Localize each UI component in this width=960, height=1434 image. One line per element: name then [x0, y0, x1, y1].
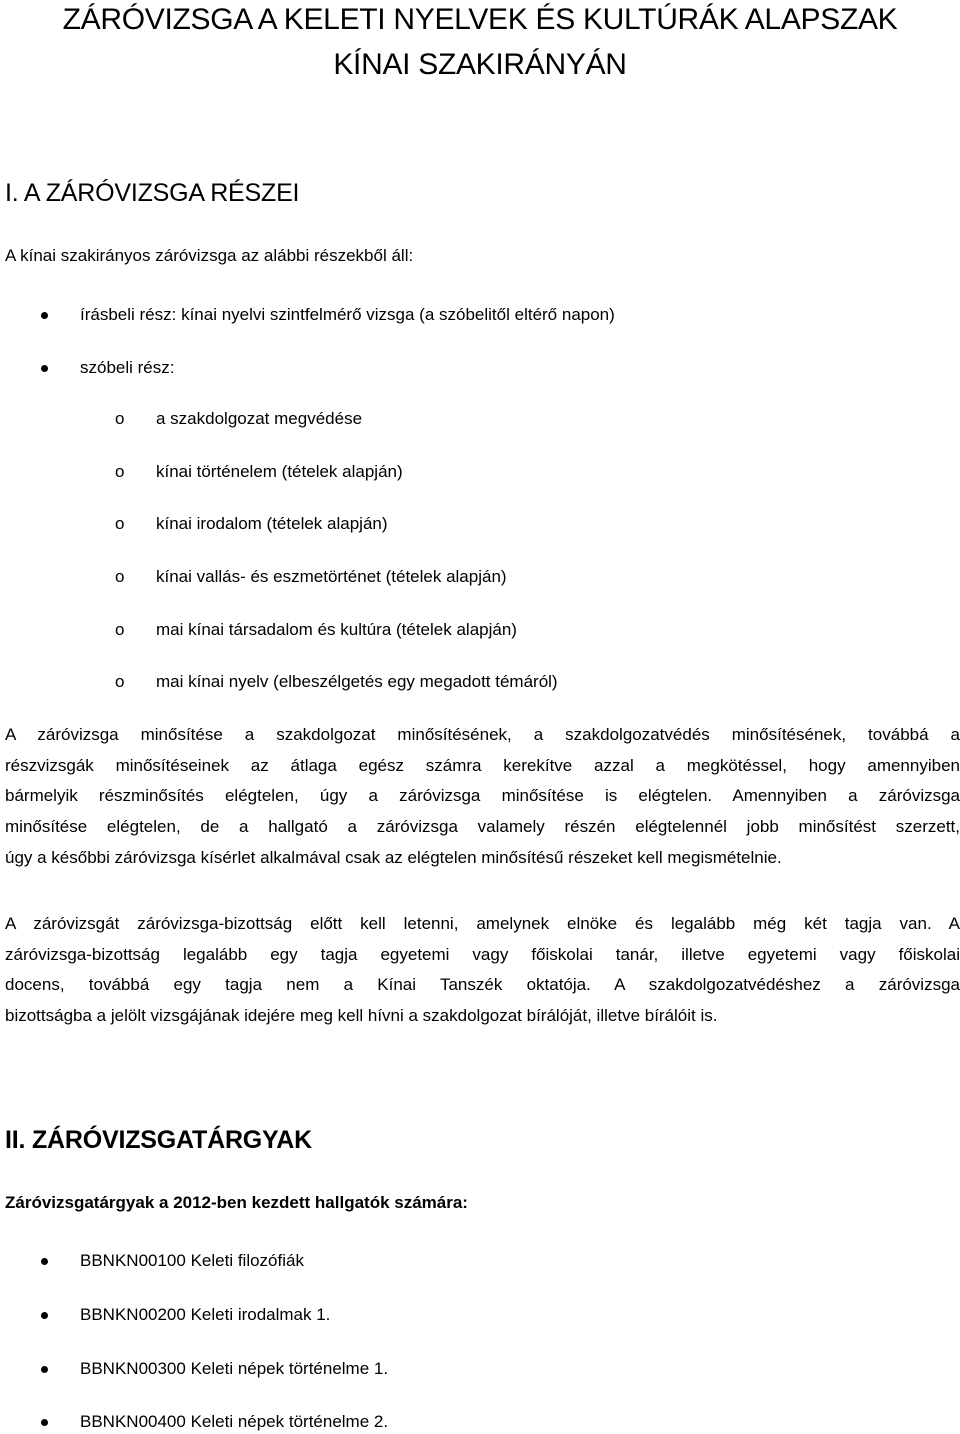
sub-bullet-marker: o	[115, 567, 125, 586]
sub-bullet-marker: o	[115, 409, 125, 428]
sub-list-item: kínai történelem (tételek alapján)	[156, 462, 403, 481]
section-1-heading: I. A ZÁRÓVIZSGA RÉSZEI	[5, 179, 300, 207]
grading-paragraph	[5, 720, 960, 874]
sub-list-item: kínai vallás- és eszmetörténet (tételek alapján)	[156, 567, 507, 586]
bullet-marker	[41, 1366, 48, 1373]
sub-list-item: mai kínai társadalom és kultúra (tételek alapján)	[156, 620, 517, 639]
subject-item: BBNKN00200 Keleti irodalmak 1.	[80, 1305, 331, 1324]
paragraph-line: A záróvizsgát záróvizsga-bizottság előtt kell letenni, amelynek elnöke és legalább még két tagja van. A	[5, 914, 960, 933]
sub-bullet-marker: o	[115, 514, 125, 533]
bullet-marker	[41, 1258, 48, 1265]
paragraph-line: A záróvizsga minősítése a szakdolgozat minősítésének, a szakdolgozatvédés minősítésének, továbbá a	[5, 725, 960, 744]
sub-list-item: kínai irodalom (tételek alapján)	[156, 514, 388, 533]
paragraph-line: docens, továbbá egy tagja nem a Kínai Tanszék oktatója. A szakdolgozatvédéshez a záróvizsga	[5, 975, 960, 995]
paragraph-line: úgy a későbbi záróvizsga kísérlet alkalmával csak az elégtelen minősítésű részeket kell megismételnie.	[5, 847, 782, 867]
sub-bullet-marker: o	[115, 462, 125, 481]
paragraph-line: részvizsgák minősítéseinek az átlaga egész számra kerekítve azzal a megkötéssel, hogy amennyiben	[5, 755, 960, 775]
sub-list-item: mai kínai nyelv (elbeszélgetés egy megadott témáról)	[156, 672, 558, 691]
subject-item: BBNKN00300 Keleti népek történelme 1.	[80, 1359, 389, 1378]
bullet-marker	[41, 1312, 48, 1319]
section-2-subheading: Záróvizsgatárgyak a 2012-ben kezdett hallgatók számára:	[5, 1193, 468, 1212]
paragraph-line: bármelyik részminősítés elégtelen, úgy a záróvizsga minősítése is elégtelen. Amennyiben a záróvizsga	[5, 786, 960, 806]
bullet-marker	[41, 312, 48, 319]
sub-bullet-marker: o	[115, 672, 125, 691]
section-1-intro: A kínai szakirányos záróvizsga az alábbi részekből áll:	[5, 246, 414, 265]
paragraph-line: záróvizsga-bizottság legalább egy tagja egyetemi vagy főiskolai tanár, illetve egyetemi vagy főiskolai	[5, 944, 960, 964]
bullet-marker	[41, 1419, 48, 1426]
sub-list-item: a szakdolgozat megvédése	[156, 409, 363, 428]
subject-item: BBNKN00100 Keleti filozófiák	[80, 1251, 304, 1270]
list-item-written: írásbeli rész: kínai nyelvi szintfelmérő vizsga (a szóbelitől eltérő napon)	[80, 305, 615, 324]
document-title-line-1: ZÁRÓVIZSGA A KELETI NYELVEK ÉS KULTÚRÁK ALAPSZAK	[62, 3, 898, 36]
bullet-marker	[41, 365, 48, 372]
section-2-heading: II. ZÁRÓVIZSGATÁRGYAK	[5, 1126, 312, 1154]
document-title-line-2: KÍNAI SZAKIRÁNYÁN	[333, 48, 627, 81]
committee-paragraph	[5, 909, 960, 1032]
sub-bullet-marker: o	[115, 620, 125, 639]
list-item-oral: szóbeli rész:	[80, 358, 175, 377]
subject-item: BBNKN00400 Keleti népek történelme 2.	[80, 1412, 389, 1431]
paragraph-line: bizottságba a jelölt vizsgájának idejére meg kell hívni a szakdolgozat bírálóját, illetve bírálóit is.	[5, 1006, 718, 1026]
paragraph-line: minősítése elégtelen, de a hallgató a záróvizsga valamely részén elégtelennél jobb minősítést szerzett,	[5, 817, 960, 837]
